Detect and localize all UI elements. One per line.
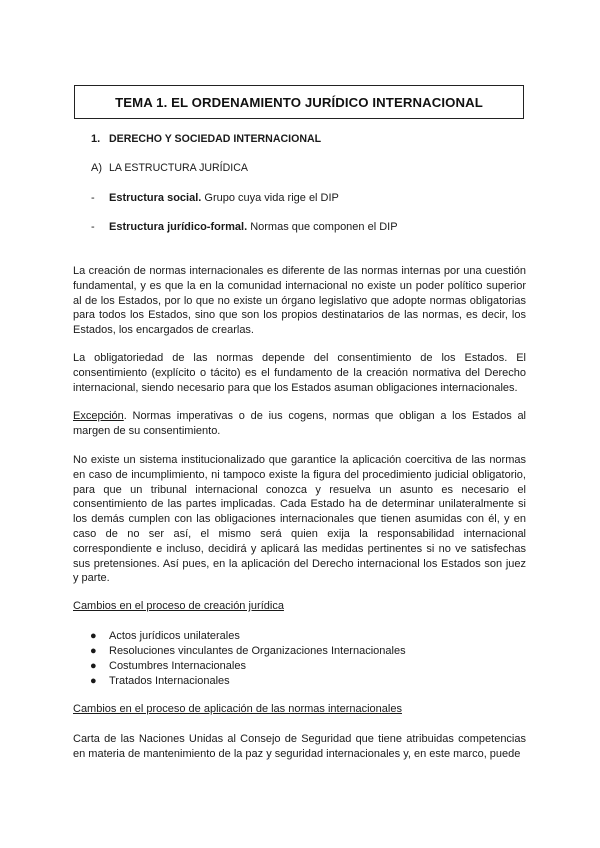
bullet-list (90, 629, 406, 689)
heading-application-changes: Cambios en el proceso de aplicación de las normas internacionales (73, 703, 402, 715)
paragraph-consent: La obligatoriedad de las normas depende del consentimiento de los Estados. El consentimiento (explícito o tácito) es el fundamento de la creación normativa del Derecho internacional, siendo necesario para que los Estados asuman obligaciones internacionales. (73, 352, 526, 394)
paragraph-enforcement: No existe un sistema institucionalizado que garantice la aplicación coercitiva de las normas en caso de incumplimiento, ni tampoco existe la figura del procedimiento judicial obligatorio, para que un tribunal internacional conozca y resuelva un asunto es necesario el consentimiento de las partes implicadas. Cada Estado ha de determinar unilateralmente si los demás cumplen con las obligaciones internacionales que tienen asumidas con él, y en caso de no ser así, el mismo será quien exija la responsabilidad internacional correspondiente e incluso, decidirá y aplicará las medidas pertinentes si no ve satisfechas sus pretensiones. Así pues, en la aplicación del Derecho internacional los Estados son juez y parte. (73, 454, 526, 585)
paragraph-security-council: Carta de las Naciones Unidas al Consejo de Seguridad que tiene atribuidas competencias en materia de mantenimiento de la paz y seguridad internacionales y, en este marco, puede (73, 733, 526, 760)
title-box (74, 85, 524, 119)
list-item: ● Resoluciones vinculantes de Organizaciones Internacionales (90, 644, 406, 657)
dash-item-text: Grupo cuya vida rige el DIP (201, 192, 339, 204)
dash-marker: - (91, 221, 95, 233)
section-heading: DERECHO Y SOCIEDAD INTERNACIONAL (109, 133, 322, 145)
list-item: ● Actos jurídicos unilaterales (90, 630, 240, 642)
dash-item-bold: Estructura social. (109, 192, 202, 204)
paragraph-exception (73, 409, 526, 439)
exception-text: . Normas imperativas o de ius cogens, normas que obligan a los Estados al margen de su consentimiento. (73, 410, 526, 437)
dash-item (109, 221, 398, 233)
dash-item-bold: Estructura jurídico-formal. (109, 221, 248, 233)
bullet-marker: ● (90, 659, 97, 672)
section-number: 1. (91, 133, 101, 145)
subsection-heading: LA ESTRUCTURA JURÍDICA (109, 162, 248, 174)
exception-label: Excepción (73, 410, 124, 422)
dash-marker: - (91, 192, 95, 204)
heading-creation-changes: Cambios en el proceso de creación jurídica (73, 600, 284, 612)
list-item: ● Tratados Internacionales (90, 674, 230, 687)
dash-item (109, 192, 339, 204)
paragraph-creation-of-norms: La creación de normas internacionales es diferente de las normas internas por una cuestión fundamental, y es que la en la comunidad internacional no existe un poder político superior al de los Estados, por lo que no existe un órgano legislativo que adopte normas obligatorias para todos los Estados, sino que son los propios destinatarios de las normas, es decir, los Estados, los encargados de crearlas. (73, 265, 526, 337)
subsection-letter: A) (91, 162, 102, 174)
bullet-marker: ● (90, 630, 97, 642)
bullet-marker: ● (90, 674, 97, 687)
dash-item-text: Normas que componen el DIP (247, 221, 398, 233)
page-title: TEMA 1. EL ORDENAMIENTO JURÍDICO INTERNACIONAL (115, 94, 483, 110)
list-item: ● Costumbres Internacionales (90, 659, 246, 672)
bullet-marker: ● (90, 644, 97, 657)
